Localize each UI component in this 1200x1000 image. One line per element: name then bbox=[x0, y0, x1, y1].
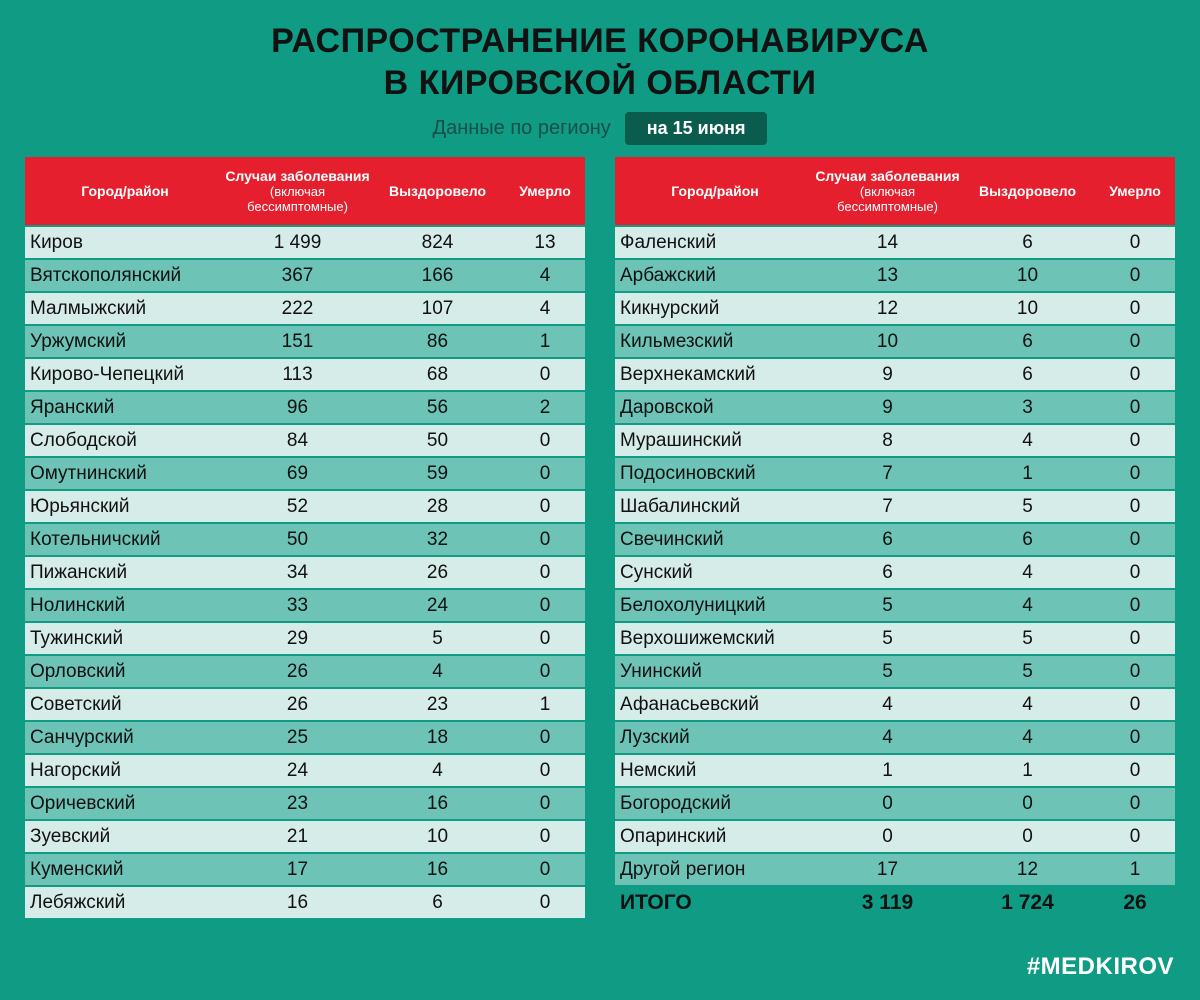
header-cases-main: Случаи заболевания bbox=[225, 167, 370, 184]
table-row bbox=[615, 623, 1175, 654]
table-row bbox=[25, 392, 585, 423]
cell-cases: 222 bbox=[281, 297, 314, 319]
cell-died: 0 bbox=[1129, 231, 1141, 253]
cell-cases: 6 bbox=[882, 528, 893, 550]
table-row bbox=[25, 854, 585, 885]
date-badge: на 15 июня bbox=[625, 112, 768, 145]
cell-cases: 26 bbox=[286, 693, 309, 715]
cell-cases: 1 499 bbox=[273, 231, 322, 253]
table-row bbox=[615, 491, 1175, 522]
cell-recovered: 86 bbox=[426, 330, 449, 352]
cell-city: Советский bbox=[30, 693, 122, 715]
table-row bbox=[25, 260, 585, 291]
cell-city: Куменский bbox=[30, 858, 124, 880]
total-died: 26 bbox=[1123, 890, 1147, 914]
cell-recovered: 59 bbox=[426, 462, 449, 484]
cell-died: 0 bbox=[539, 363, 551, 385]
table-row bbox=[615, 260, 1175, 291]
cell-recovered: 4 bbox=[432, 759, 443, 781]
cell-cases: 33 bbox=[286, 594, 309, 616]
cell-cases: 5 bbox=[882, 660, 893, 682]
cell-cases: 151 bbox=[281, 330, 314, 352]
cell-died: 4 bbox=[539, 297, 551, 319]
cell-died: 0 bbox=[1129, 759, 1141, 781]
cell-recovered: 10 bbox=[1016, 297, 1039, 319]
cell-city: Свечинский bbox=[620, 528, 724, 550]
cell-city: Опаринский bbox=[620, 825, 727, 847]
header-cases-main: Случаи заболевания bbox=[815, 167, 960, 184]
cell-died: 0 bbox=[1129, 693, 1141, 715]
cell-cases: 8 bbox=[882, 429, 893, 451]
cell-recovered: 10 bbox=[1016, 264, 1039, 286]
cell-died: 0 bbox=[539, 429, 551, 451]
cell-recovered: 10 bbox=[426, 825, 449, 847]
table-row bbox=[25, 821, 585, 852]
table-row bbox=[25, 293, 585, 324]
cell-recovered: 1 bbox=[1022, 759, 1033, 781]
table-row bbox=[615, 689, 1175, 720]
cell-died: 0 bbox=[539, 660, 551, 682]
cell-city: Подосиновский bbox=[620, 462, 756, 484]
table-row bbox=[25, 458, 585, 489]
cell-died: 0 bbox=[1129, 594, 1141, 616]
cell-died: 4 bbox=[539, 264, 551, 286]
cell-recovered: 5 bbox=[1022, 660, 1033, 682]
left-table-body bbox=[25, 227, 585, 918]
header-recovered: Выздоровело bbox=[978, 183, 1077, 199]
cell-recovered: 24 bbox=[426, 594, 449, 616]
table-row bbox=[615, 425, 1175, 456]
cell-died: 0 bbox=[1129, 495, 1141, 517]
cell-cases: 1 bbox=[882, 759, 893, 781]
cell-died: 0 bbox=[1129, 528, 1141, 550]
total-row bbox=[615, 887, 1175, 918]
cell-recovered: 0 bbox=[1022, 825, 1033, 847]
table-row bbox=[615, 392, 1175, 423]
cell-city: Верхошижемский bbox=[620, 627, 775, 649]
cell-recovered: 166 bbox=[421, 264, 454, 286]
cell-city: Арбажский bbox=[620, 264, 717, 286]
cell-cases: 9 bbox=[882, 396, 893, 418]
cell-city: Киров bbox=[30, 231, 83, 253]
table-row bbox=[25, 227, 585, 258]
cell-cases: 16 bbox=[286, 891, 309, 913]
cell-recovered: 824 bbox=[421, 231, 454, 253]
cell-city: Лузский bbox=[620, 726, 690, 748]
table-row bbox=[25, 689, 585, 720]
cell-recovered: 5 bbox=[432, 627, 443, 649]
cell-city: Юрьянский bbox=[30, 495, 130, 517]
cell-recovered: 0 bbox=[1022, 792, 1033, 814]
table-row bbox=[615, 359, 1175, 390]
cell-died: 0 bbox=[539, 825, 551, 847]
cell-recovered: 16 bbox=[426, 792, 449, 814]
cell-died: 0 bbox=[1129, 627, 1141, 649]
cell-city: Фаленский bbox=[620, 231, 717, 253]
cell-died: 0 bbox=[1129, 792, 1141, 814]
cell-recovered: 4 bbox=[1022, 429, 1033, 451]
cell-cases: 25 bbox=[286, 726, 309, 748]
table-row bbox=[615, 656, 1175, 687]
cell-recovered: 4 bbox=[1022, 693, 1033, 715]
cell-city: Нолинский bbox=[30, 594, 126, 616]
cell-died: 0 bbox=[539, 726, 551, 748]
cell-city: Котельничский bbox=[30, 528, 161, 550]
header-city: Город/район bbox=[671, 183, 759, 199]
cell-died: 13 bbox=[534, 231, 556, 253]
table-row bbox=[25, 326, 585, 357]
cell-recovered: 5 bbox=[1022, 627, 1033, 649]
table-row bbox=[25, 788, 585, 819]
cell-recovered: 4 bbox=[1022, 561, 1033, 583]
cell-died: 0 bbox=[1129, 264, 1141, 286]
table-row bbox=[25, 656, 585, 687]
cell-city: Кильмезский bbox=[620, 330, 734, 352]
table-row bbox=[615, 293, 1175, 324]
cell-recovered: 28 bbox=[426, 495, 449, 517]
cell-died: 0 bbox=[539, 858, 551, 880]
cell-cases: 5 bbox=[882, 594, 893, 616]
cell-died: 0 bbox=[539, 561, 551, 583]
header-cases bbox=[225, 169, 370, 214]
cell-cases: 69 bbox=[286, 462, 309, 484]
cell-died: 0 bbox=[1129, 330, 1141, 352]
right-table-body bbox=[615, 227, 1175, 885]
cell-recovered: 32 bbox=[426, 528, 449, 550]
table-row bbox=[615, 458, 1175, 489]
header-cases bbox=[815, 169, 960, 214]
title-line-1: РАСПРОСТРАНЕНИЕ КОРОНАВИРУСА bbox=[271, 22, 929, 60]
cell-cases: 26 bbox=[286, 660, 309, 682]
cell-city: Нагорский bbox=[30, 759, 121, 781]
cell-city: Богородский bbox=[620, 792, 731, 814]
cell-city: Санчурский bbox=[30, 726, 134, 748]
cell-city: Кирово-Чепецкий bbox=[30, 363, 185, 385]
cell-died: 0 bbox=[1129, 660, 1141, 682]
cell-recovered: 1 bbox=[1022, 462, 1033, 484]
cell-died: 0 bbox=[1129, 429, 1141, 451]
table-row bbox=[615, 722, 1175, 753]
table-row bbox=[615, 326, 1175, 357]
cell-cases: 29 bbox=[286, 627, 309, 649]
cell-died: 0 bbox=[1129, 726, 1141, 748]
table-row bbox=[615, 821, 1175, 852]
table-row bbox=[25, 722, 585, 753]
cell-recovered: 6 bbox=[432, 891, 443, 913]
table-row bbox=[615, 227, 1175, 258]
cell-recovered: 56 bbox=[426, 396, 449, 418]
cell-cases: 50 bbox=[286, 528, 309, 550]
cell-recovered: 26 bbox=[426, 561, 449, 583]
cell-city: Лебяжский bbox=[30, 891, 126, 913]
cell-city: Сунский bbox=[620, 561, 693, 583]
table-row bbox=[615, 590, 1175, 621]
cell-cases: 5 bbox=[882, 627, 893, 649]
cell-city: Белохолуницкий bbox=[620, 594, 766, 616]
cell-city: Унинский bbox=[620, 660, 702, 682]
header-died: Умерло bbox=[1109, 183, 1161, 199]
cell-recovered: 4 bbox=[432, 660, 443, 682]
header-cases-note: (включая бессимптомные) bbox=[837, 183, 938, 214]
cell-died: 0 bbox=[1129, 561, 1141, 583]
table-row bbox=[615, 755, 1175, 786]
cell-cases: 84 bbox=[286, 429, 309, 451]
table-row bbox=[25, 524, 585, 555]
table-row bbox=[25, 557, 585, 588]
cell-cases: 21 bbox=[286, 825, 309, 847]
cell-cases: 10 bbox=[876, 330, 899, 352]
cell-city: Шабалинский bbox=[620, 495, 741, 517]
cell-city: Яранский bbox=[30, 396, 115, 418]
cell-recovered: 6 bbox=[1022, 231, 1033, 253]
cell-city: Кикнурский bbox=[620, 297, 720, 319]
cell-recovered: 4 bbox=[1022, 726, 1033, 748]
table-row bbox=[615, 854, 1175, 885]
cell-recovered: 3 bbox=[1022, 396, 1033, 418]
cell-recovered: 5 bbox=[1022, 495, 1033, 517]
cell-city: Мурашинский bbox=[620, 429, 742, 451]
cell-city: Пижанский bbox=[30, 561, 128, 583]
table-row bbox=[25, 425, 585, 456]
cell-died: 0 bbox=[539, 891, 551, 913]
cell-recovered: 23 bbox=[426, 693, 449, 715]
cell-city: Уржумский bbox=[30, 330, 127, 352]
cell-cases: 12 bbox=[876, 297, 899, 319]
cell-died: 0 bbox=[1129, 462, 1141, 484]
table-row bbox=[25, 755, 585, 786]
cell-died: 0 bbox=[539, 759, 551, 781]
hashtag: #MEDKIROV bbox=[1026, 953, 1174, 980]
cell-recovered: 18 bbox=[426, 726, 449, 748]
cell-cases: 24 bbox=[286, 759, 309, 781]
cell-recovered: 50 bbox=[426, 429, 449, 451]
cell-cases: 4 bbox=[882, 693, 893, 715]
cell-died: 0 bbox=[1129, 825, 1141, 847]
header-recovered: Выздоровело bbox=[388, 183, 487, 199]
total-recovered: 1 724 bbox=[1001, 890, 1054, 914]
table-row bbox=[25, 590, 585, 621]
table-row bbox=[25, 887, 585, 918]
cell-cases: 17 bbox=[876, 858, 899, 880]
cell-cases: 13 bbox=[876, 264, 899, 286]
cell-city: Зуевский bbox=[30, 825, 111, 847]
cell-cases: 0 bbox=[882, 825, 893, 847]
table-row bbox=[615, 557, 1175, 588]
title-line-2: В КИРОВСКОЙ ОБЛАСТИ bbox=[383, 64, 817, 102]
cell-recovered: 12 bbox=[1016, 858, 1039, 880]
cell-cases: 4 bbox=[882, 726, 893, 748]
header-died: Умерло bbox=[519, 183, 571, 199]
total-label: ИТОГО bbox=[620, 890, 692, 914]
table-row bbox=[25, 359, 585, 390]
cell-city: Другой регион bbox=[620, 858, 746, 880]
cell-cases: 9 bbox=[882, 363, 893, 385]
cell-cases: 367 bbox=[281, 264, 314, 286]
cell-cases: 14 bbox=[876, 231, 899, 253]
cell-died: 1 bbox=[539, 330, 551, 352]
cell-died: 0 bbox=[539, 594, 551, 616]
left-table bbox=[25, 157, 585, 918]
cell-city: Верхнекамский bbox=[620, 363, 756, 385]
cell-recovered: 6 bbox=[1022, 363, 1033, 385]
cell-city: Орловский bbox=[30, 660, 126, 682]
cell-cases: 17 bbox=[286, 858, 309, 880]
cell-cases: 96 bbox=[286, 396, 309, 418]
cell-died: 0 bbox=[539, 528, 551, 550]
cell-died: 0 bbox=[1129, 396, 1141, 418]
page-title bbox=[0, 20, 1200, 104]
cell-city: Афанасьевский bbox=[620, 693, 760, 715]
cell-recovered: 16 bbox=[426, 858, 449, 880]
cell-died: 2 bbox=[539, 396, 551, 418]
table-header bbox=[25, 157, 585, 225]
subtitle bbox=[0, 112, 1200, 145]
cell-cases: 113 bbox=[282, 363, 313, 385]
cell-died: 0 bbox=[1129, 297, 1141, 319]
cell-city: Даровской bbox=[620, 396, 714, 418]
cell-cases: 0 bbox=[882, 792, 893, 814]
cell-city: Слободской bbox=[30, 429, 137, 451]
table-row bbox=[25, 623, 585, 654]
cell-died: 1 bbox=[1129, 858, 1141, 880]
cell-recovered: 107 bbox=[421, 297, 454, 319]
subtitle-label: Данные по региону bbox=[432, 117, 611, 139]
cell-city: Малмыжский bbox=[30, 297, 147, 319]
cell-city: Омутнинский bbox=[30, 462, 147, 484]
header-cases-note: (включая бессимптомные) bbox=[247, 183, 348, 214]
right-table bbox=[615, 157, 1175, 918]
cell-died: 0 bbox=[1129, 363, 1141, 385]
cell-died: 0 bbox=[539, 627, 551, 649]
cell-cases: 52 bbox=[286, 495, 309, 517]
total-cases: 3 119 bbox=[861, 890, 914, 914]
cell-cases: 34 bbox=[286, 561, 309, 583]
cell-city: Тужинский bbox=[30, 627, 124, 649]
cell-died: 0 bbox=[539, 792, 551, 814]
cell-city: Оричевский bbox=[30, 792, 136, 814]
cell-recovered: 6 bbox=[1022, 528, 1033, 550]
cell-cases: 6 bbox=[882, 561, 893, 583]
cell-died: 0 bbox=[539, 495, 551, 517]
cell-recovered: 6 bbox=[1022, 330, 1033, 352]
cell-recovered: 4 bbox=[1022, 594, 1033, 616]
cell-cases: 7 bbox=[882, 462, 893, 484]
table-header bbox=[615, 157, 1175, 225]
table-row bbox=[615, 524, 1175, 555]
cell-died: 0 bbox=[539, 462, 551, 484]
cell-cases: 7 bbox=[882, 495, 893, 517]
cell-city: Немский bbox=[620, 759, 697, 781]
cell-recovered: 68 bbox=[426, 363, 449, 385]
header-city: Город/район bbox=[81, 183, 169, 199]
cell-cases: 23 bbox=[286, 792, 309, 814]
table-row bbox=[25, 491, 585, 522]
table-row bbox=[615, 788, 1175, 819]
cell-died: 1 bbox=[539, 693, 551, 715]
cell-city: Вятскополянский bbox=[30, 264, 182, 286]
